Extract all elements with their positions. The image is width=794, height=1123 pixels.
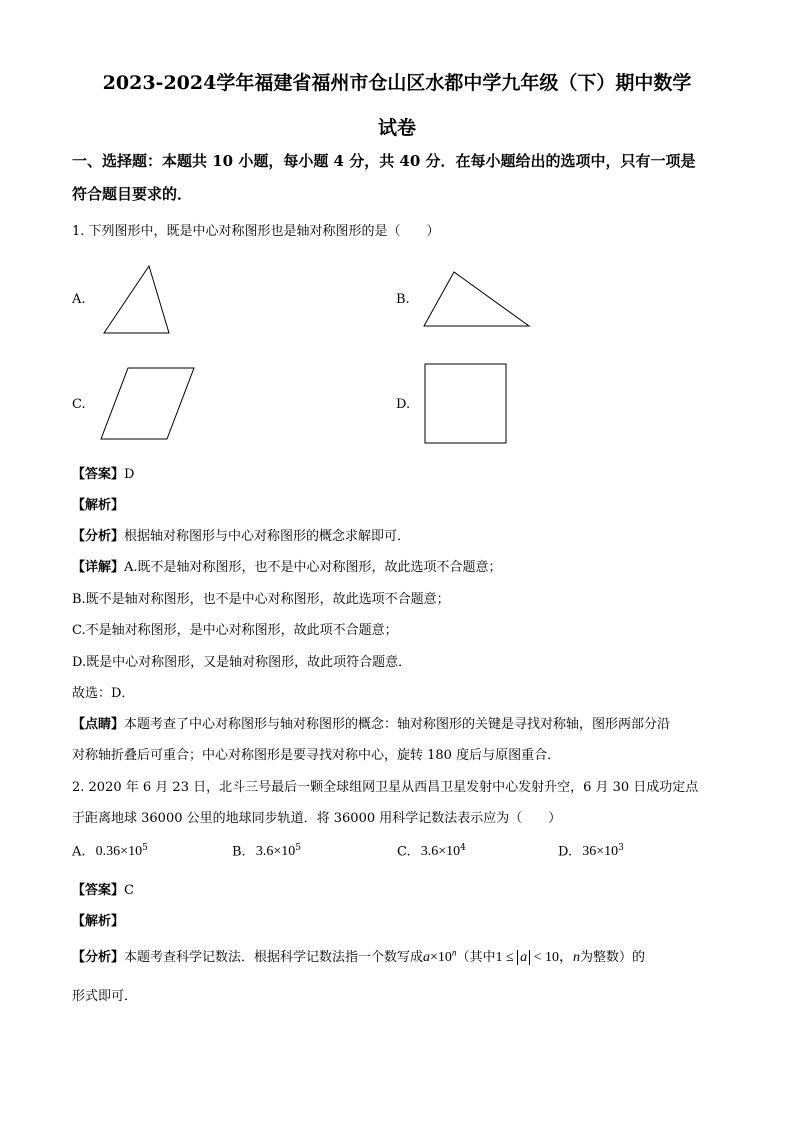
dianjing-tag: 【点睛】 xyxy=(72,717,125,732)
q2-option-c-base: 3.6×10 xyxy=(420,844,461,860)
q2-ineq-right: < 10， xyxy=(533,950,574,965)
q1-answer: D xyxy=(124,467,135,482)
q2-answer: C xyxy=(124,883,134,898)
fenxi-tag: 【分析】 xyxy=(72,529,125,544)
answer-tag: 【答案】 xyxy=(72,467,125,482)
xiangjie-tag: 【详解】 xyxy=(72,560,125,575)
q2-option-d-exp: 3 xyxy=(618,843,624,853)
q2-formula-times: ×10 xyxy=(430,950,452,965)
q2-option-b-label: B. xyxy=(232,844,246,860)
q2-formula-a: a xyxy=(423,950,431,965)
q2-option-d xyxy=(558,843,624,860)
q1-detail-c: C.不是轴对称图形，是中心对称图形，故此项不合题意； xyxy=(72,623,398,638)
q2-option-b-exp: 5 xyxy=(295,843,301,853)
q1-dianjing-line2: 对称轴折叠后可重合；中心对称图形是要寻找对称中心，旋转 180 度后与原图重合． xyxy=(72,748,561,763)
q2-option-a-base: 0.36×10 xyxy=(95,844,143,860)
q2-ineq-left: 1 ≤ xyxy=(495,950,514,965)
q2-option-b-base: 3.6×10 xyxy=(255,844,296,860)
q1-fenxi-text: 根据轴对称图形与中心对称图形的概念求解即可． xyxy=(124,529,411,544)
q2-formula xyxy=(423,947,457,965)
q1-dianjing-line1 xyxy=(72,713,670,732)
q1-xiangjie-line xyxy=(72,556,502,575)
q2-inequality xyxy=(495,950,580,965)
q2-fenxi-text-b: （其中 xyxy=(456,950,496,965)
q2-stem-line2: 于距离地球 36000 公里的地球同步轨道．将 36000 用科学记数法表示应为（ ） xyxy=(72,811,562,826)
q2-option-a-label: A. xyxy=(72,844,86,860)
q1-detail-d: D.既是中心对称图形，又是轴对称图形，故此项符合题意． xyxy=(72,655,412,670)
q1-choose: 故选：D． xyxy=(72,686,135,701)
q1-detail-b: B.既不是轴对称图形，也不是中心对称图形，故此选项不合题意； xyxy=(72,592,450,607)
fenxi-tag: 【分析】 xyxy=(72,950,125,965)
q2-option-c xyxy=(397,843,466,860)
answer-tag: 【答案】 xyxy=(72,883,125,898)
q2-option-b xyxy=(232,843,301,860)
q2-answer-line xyxy=(72,879,134,898)
q1-dianjing-text1: 本题考查了中心对称图形与轴对称图形的概念：轴对称图形的关键是寻找对称轴，图形两部分沿 xyxy=(124,717,671,732)
q2-ineq-var: a xyxy=(520,950,528,965)
q2-fenxi-line xyxy=(72,946,645,966)
document-title-line1: 2023-2024学年福建省福州市仓山区水都中学九年级（下）期中数学 xyxy=(102,72,692,94)
q2-formula-n: n xyxy=(451,947,457,958)
q1-option-d-label: D. xyxy=(396,397,411,412)
q1-xiangjie-text: A.既不是轴对称图形，也不是中心对称图形，故此选项不合题意； xyxy=(124,560,502,575)
q2-option-a xyxy=(72,843,148,860)
section-heading-line1: 一、选择题：本题共 10 小题，每小题 4 分，共 40 分．在每小题给出的选项中，只有一项是 xyxy=(72,152,696,170)
q2-fenxi-text-a: 本题考查科学记数法．根据科学记数法指一个数写成 xyxy=(124,950,424,965)
q2-fenxi-line2: 形式即可． xyxy=(72,989,138,1004)
q1-option-b-label: B. xyxy=(396,292,410,307)
q2-option-a-exp: 5 xyxy=(142,843,148,853)
q1-analysis-tag: 【解析】 xyxy=(72,498,125,513)
q2-option-c-label: C. xyxy=(397,844,411,860)
q1-answer-line xyxy=(72,463,134,482)
document-title-line2: 试卷 xyxy=(377,117,416,139)
q2-option-d-label: D. xyxy=(558,844,573,860)
q2-ineq-n: n xyxy=(573,950,581,965)
q1-option-c-label: C. xyxy=(72,397,86,412)
q2-option-d-base: 36×10 xyxy=(582,844,619,860)
q2-fenxi-text-c: 为整数）的 xyxy=(580,950,646,965)
q1-stem: 1. 下列图形中，既是中心对称图形也是轴对称图形的是（ ） xyxy=(72,224,440,239)
section-heading-line2: 符合题目要求的． xyxy=(72,185,193,203)
q1-fenxi-line xyxy=(72,525,410,544)
q2-analysis-tag: 【解析】 xyxy=(72,914,125,929)
q1-option-a-label: A. xyxy=(72,292,86,307)
q2-option-c-exp: 4 xyxy=(460,843,466,853)
q2-stem-line1: 2. 2020 年 6 月 23 日，北斗三号最后一颗全球组网卫星从西昌卫星发射中心发射升空，6 月 30 日成功定点 xyxy=(72,780,699,795)
